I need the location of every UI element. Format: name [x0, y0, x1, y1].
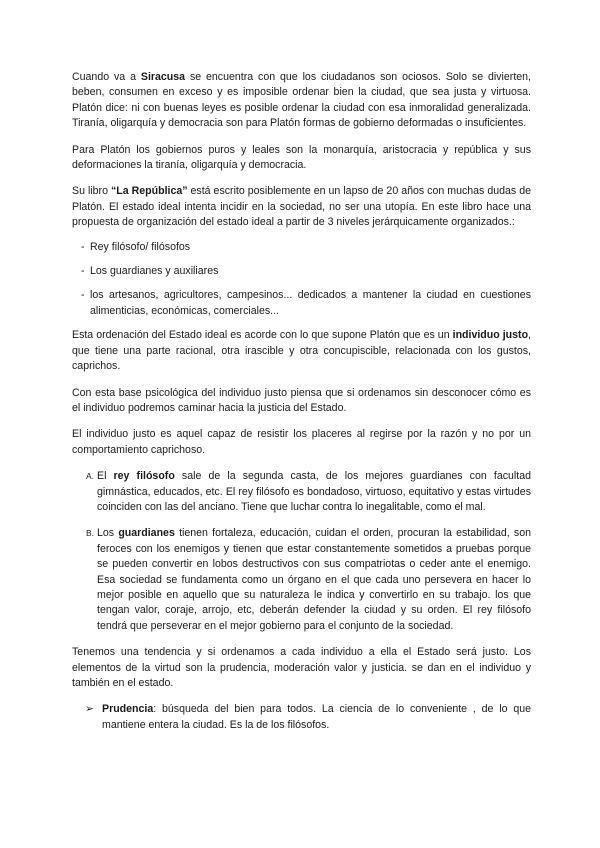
list-item-guardianes: [72, 526, 531, 634]
arrow-bullet-icon: ➢: [85, 703, 94, 716]
list-item-prudencia: [72, 702, 531, 733]
list-item: [72, 240, 531, 255]
bold-term-la-republica: “La República”: [110, 185, 188, 198]
text: , que tiene una parte racional, otra irascible y otra concupiscible, relacionada con los gustos, caprichos.: [72, 329, 531, 373]
bold-term-rey-filosofo: rey filósofo: [113, 470, 175, 483]
list-item-text: los artesanos, agricultores, campesinos... dedicados a mantener la ciudad en cuestiones alimenticias, económicas, comerciales...: [90, 289, 531, 317]
text: : búsqueda del bien para todos. La ciencia de lo conveniente , de lo que mantiene entera la ciudad. Es la de los filósofos.: [102, 703, 531, 731]
paragraph-siracusa: [72, 70, 531, 132]
bold-term-prudencia: Prudencia: [102, 703, 154, 716]
text: tienen fortaleza, educación, cuidan el orden, procuran la estabilidad, son feroces con los enemigos y tienen que estar constantemente sometidos a pruebas porque se pueden convertir en lobos destructivos con sus compatriotas o ceder ante el enemigo. Esa sociedad se fundamenta como un órgano en el que cada uno persevera en hacer lo mejor posible en aquello que su naturaleza le indica y convertirlo en su trabajo. los que tengan valor, coraje, arrojo, etc, deberán defender la ciudad y su orden. El rey filósofo tendrá que perseverar en el mejor gobierno para el conjunto de la sociedad.: [97, 527, 531, 632]
text: se encuentra con que los ciudadanos son ociosos. Solo se divierten, beben, consumen en exceso y es imposible ordenar bien la ciudad, que sea justa y virtuosa. Platón dice: ni con buenas leyes es posible ordenar la ciudad con esa inmoralidad generalizada. Tiranía, oligarquía y democracia son para Platón formas de gobierno deformadas o insuficientes.: [72, 71, 531, 130]
paragraph-base-psicologica: Con esta base psicológica del individuo justo piensa que si ordenamos sin desconocer cómo es el individuo podremos caminar hacia la justicia del Estado.: [72, 386, 531, 414]
bold-term-guardianes: guardianes: [118, 527, 175, 540]
dash-bullet: -: [81, 289, 85, 302]
virtues-list: [72, 702, 531, 733]
list-item: [72, 264, 531, 279]
levels-list: [72, 240, 531, 320]
paragraph-resistir-placeres: El individuo justo es aquel capaz de resistir los placeres al regirse por la razón y no por un comportamiento caprichoso.: [72, 428, 531, 456]
list-item-text: Rey filósofo/ filósofos: [90, 240, 191, 253]
list-item-text: Los guardianes y auxiliares: [90, 265, 219, 278]
paragraph-tendencia: Tenemos una tendencia y si ordenamos a cada individuo a ella el Estado será justo. Los elementos de la virtud son la prudencia, moderación valor y justicia. se dan en el individuo y también en el estado.: [72, 646, 531, 689]
paragraph-la-republica: [72, 184, 531, 230]
bold-term-individuo-justo: individuo justo: [452, 329, 529, 342]
dash-bullet: -: [81, 265, 85, 278]
text: está escrito posiblemente en un lapso de 20 años con muchas dudas de Platón. El estado ideal intenta incidir en la sociedad, no ser una utopía. En este libro hace una propuesta de organización del estado ideal a partir de 3 niveles jerárquicamente organizados.:: [72, 185, 531, 229]
list-item: [72, 288, 531, 319]
list-marker: A.: [86, 471, 95, 482]
bold-term-siracusa: Siracusa: [140, 71, 186, 83]
text: Los: [97, 527, 119, 540]
list-item-rey-filosofo: [72, 469, 531, 515]
text: sale de la segunda casta, de los mejores guardianes con facultad gimnástica, educados, etc. El rey filósofo es bondadoso, virtuoso, equitativo y estas virtudes coinciden con las del anciano. Tiene que luchar contra lo inegalitable, como el mal.: [97, 470, 531, 513]
text: Esta ordenación del Estado ideal es acorde con lo que supone Platón que es un: [72, 329, 453, 342]
paragraph-gobiernos-puros: Para Platón los gobiernos puros y leales son la monarquía, aristocracia y república y sus deformaciones la tiranía, oligarquía y democracia.: [72, 143, 531, 172]
text: Su libro: [72, 185, 111, 198]
paragraph-individuo-justo: [72, 328, 531, 374]
dash-bullet: -: [81, 240, 85, 253]
text: Cuando va a: [72, 71, 141, 83]
list-marker: B.: [86, 528, 95, 539]
castes-list: [72, 469, 531, 634]
text: El: [97, 470, 114, 483]
